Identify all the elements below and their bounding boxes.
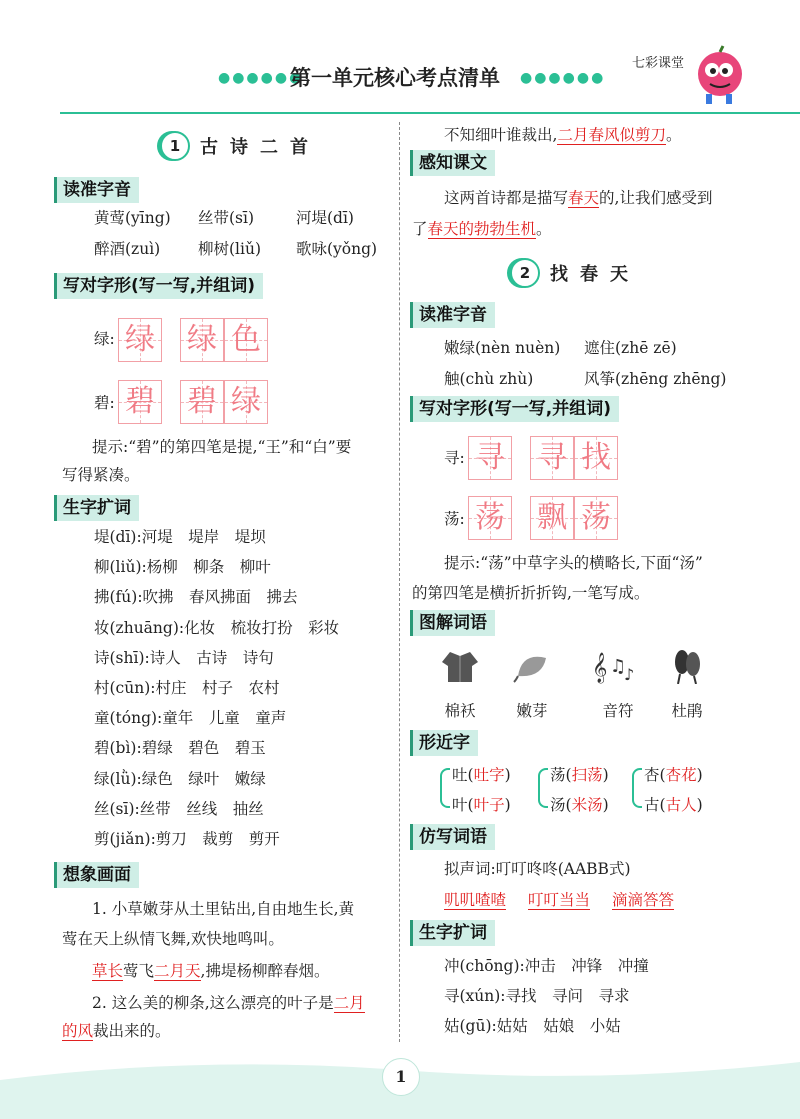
answer-line: 了春天的勃勃生机。 — [412, 220, 552, 238]
section-heading: 想象画面 — [54, 862, 139, 888]
pinyin-item: 河堤(dī) — [296, 209, 354, 227]
expand-item: 柳(liǔ):杨柳 柳条 柳叶 — [94, 558, 271, 577]
picture-caption: 嫩芽 — [516, 702, 548, 720]
expand-item: 拂(fú):吹拂 春风拂面 拂去 — [94, 588, 298, 607]
tip-text: 的第四笔是横折折折钩,一笔写成。 — [412, 584, 650, 602]
writing-grid: 碧 — [180, 380, 224, 424]
pinyin-item: 醉酒(zuì) — [94, 240, 161, 258]
writing-grid: 寻 — [530, 436, 574, 480]
apple-mascot-icon — [692, 44, 748, 106]
section-heading: 仿写词语 — [410, 824, 495, 850]
music-notes-icon — [590, 646, 640, 684]
writing-grid: 绿 — [180, 318, 224, 362]
imitate-prompt: 拟声词:叮叮咚咚(AABB式) — [444, 860, 631, 878]
similar-char: 杏(杏花) — [644, 766, 703, 784]
section-heading: 写对字形(写一写,并组词) — [54, 273, 263, 299]
similar-char: 古(古人) — [644, 796, 703, 814]
char-label: 绿: — [94, 330, 115, 348]
expand-item: 绿(lǜ):绿色 绿叶 嫩绿 — [94, 769, 266, 788]
expand-item: 寻(xún):寻找 寻问 寻求 — [444, 987, 630, 1005]
section-heading: 感知课文 — [410, 150, 495, 176]
sprout-icon — [512, 648, 552, 684]
similar-char: 叶(叶子) — [452, 796, 511, 814]
tip-text: 提示:“碧”的第四笔是提,“王”和“白”要 — [92, 438, 352, 456]
section-heading: 形近字 — [410, 730, 478, 756]
writing-grid: 寻 — [468, 436, 512, 480]
page-title: 第一单元核心考点清单 — [290, 66, 500, 90]
similar-char: 汤(米汤) — [550, 796, 609, 814]
section-heading: 读准字音 — [54, 177, 139, 203]
expand-item: 剪(jiǎn):剪刀 裁剪 剪开 — [94, 830, 280, 848]
title-dots-left: ●●●●●● — [218, 70, 304, 86]
title-dots-right: ●●●●●● — [520, 70, 606, 86]
paragraph-line: 莺在天上纵情飞舞,欢快地鸣叫。 — [62, 930, 284, 948]
expand-item: 妆(zhuāng):化妆 梳妆打扮 彩妆 — [94, 618, 340, 637]
pinyin-item: 黄莺(yīng) — [94, 209, 171, 227]
writing-grid: 荡 — [574, 496, 618, 540]
svg-text:𝄞: 𝄞 — [592, 653, 608, 683]
picture-caption: 杜鹃 — [671, 702, 703, 720]
expand-item: 童(tóng):童年 儿童 童声 — [94, 709, 287, 728]
lesson-number-badge: 2 — [510, 258, 540, 288]
section-heading: 生字扩词 — [54, 495, 139, 521]
char-label: 寻: — [444, 449, 465, 467]
svg-text:♫: ♫ — [610, 656, 627, 677]
answer-line: 的风裁出来的。 — [62, 1022, 171, 1040]
pinyin-item: 风筝(zhēng zhēng) — [584, 370, 727, 388]
section-heading: 读准字音 — [410, 302, 495, 328]
column-divider — [399, 122, 400, 1042]
imitate-answer: 滴滴答答 — [612, 891, 675, 909]
expand-item: 姑(gū):姑姑 姑娘 小姑 — [444, 1017, 621, 1035]
padded-jacket-icon — [440, 648, 480, 684]
answer-line: 2. 这么美的柳条,这么漂亮的叶子是二月 — [92, 994, 365, 1012]
expand-item: 诗(shī):诗人 古诗 诗句 — [94, 648, 274, 667]
picture-caption: 音符 — [602, 702, 634, 720]
picture-caption: 棉袄 — [444, 702, 476, 720]
poem-line: 不知细叶谁裁出,二月春风似剪刀。 — [444, 126, 682, 144]
expand-item: 冲(chōng):冲击 冲锋 冲撞 — [444, 957, 649, 975]
tip-text: 写得紧凑。 — [62, 466, 140, 484]
expand-item: 碧(bì):碧绿 碧色 碧玉 — [94, 739, 266, 758]
writing-grid: 找 — [574, 436, 618, 480]
expand-item: 村(cūn):村庄 村子 农村 — [94, 679, 280, 697]
writing-grid: 绿 — [224, 380, 268, 424]
cuckoo-bird-icon — [670, 644, 704, 684]
char-label: 荡: — [444, 510, 465, 528]
imitate-answer: 叽叽喳喳 — [444, 891, 507, 909]
section-heading: 写对字形(写一写,并组词) — [410, 396, 619, 422]
brace — [632, 768, 642, 808]
pinyin-item: 歌咏(yǒng) — [296, 240, 378, 258]
lesson-title: 找春天 — [550, 264, 640, 285]
brace — [538, 768, 548, 808]
similar-char: 吐(吐字) — [452, 766, 511, 784]
page-number: 1 — [382, 1058, 420, 1096]
imitate-answer: 叮叮当当 — [528, 891, 591, 909]
pinyin-item: 触(chù zhù) — [444, 370, 534, 388]
lesson-number-badge: 1 — [160, 131, 190, 161]
header-rule — [60, 112, 800, 114]
paragraph-line: 1. 小草嫩芽从土里钻出,自由地生长,黄 — [92, 900, 355, 918]
writing-grid: 荡 — [468, 496, 512, 540]
writing-grid: 色 — [224, 318, 268, 362]
expand-item: 堤(dī):河堤 堤岸 堤坝 — [94, 528, 266, 546]
section-heading: 图解词语 — [410, 610, 495, 636]
section-heading: 生字扩词 — [410, 920, 495, 946]
pinyin-item: 柳树(liǔ) — [198, 240, 261, 258]
answer-line: 这两首诗都是描写春天的,让我们感受到 — [444, 189, 713, 207]
lesson-title: 古诗二首 — [200, 137, 320, 158]
answer-line: 草长莺飞二月天,拂堤杨柳醉春烟。 — [92, 962, 330, 980]
writing-grid: 碧 — [118, 380, 162, 424]
writing-grid: 绿 — [118, 318, 162, 362]
brand-label: 七彩课堂 — [632, 56, 685, 71]
svg-text:♪: ♪ — [624, 665, 635, 684]
writing-grid: 飘 — [530, 496, 574, 540]
pinyin-item: 嫩绿(nèn nuèn) — [444, 339, 561, 357]
brace — [440, 768, 450, 808]
tip-text: 提示:“荡”中草字头的横略长,下面“汤” — [444, 554, 703, 572]
pinyin-item: 遮住(zhē zē) — [584, 339, 677, 357]
similar-char: 荡(扫荡) — [550, 766, 609, 784]
char-label: 碧: — [94, 394, 115, 412]
expand-item: 丝(sī):丝带 丝线 抽丝 — [94, 799, 264, 818]
pinyin-item: 丝带(sī) — [198, 209, 255, 227]
